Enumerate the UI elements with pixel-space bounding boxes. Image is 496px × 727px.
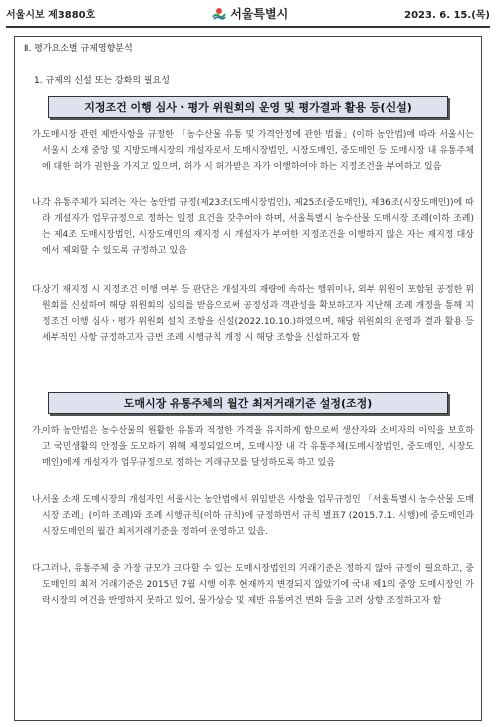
item-marker: 나.	[32, 198, 44, 208]
section-title: Ⅱ. 평가요소별 규제영향분석	[24, 44, 133, 54]
block-heading: 지정조건 이행 심사ㆍ평가 위원회의 운영 및 평가결과 활용 등(신설)	[48, 96, 448, 118]
block-heading: 도매시장 유통주체의 월간 최저거래기준 설정(조정)	[48, 392, 448, 414]
list-item	[32, 195, 474, 259]
city-logo	[211, 5, 288, 22]
item-text: 도매시장 관련 제반사항을 규정한 「농수산물 유통 및 가격안정에 관한 법률」(이하 농안법)에 따라 서울시는 서울시 소재 중앙 및 지방도매시장의 개설자로서 도매시장법인, 시장도매인, 중도매인 등 도매시장 내 유통주체에 대한 허가 권한을 가지고 있으며, 허가 시 허가받은 자가 이행하여야 하는 지정조건을 부여하고 있음	[42, 130, 474, 172]
sub-title: 1. 규제의 신설 또는 강화의 필요성	[34, 76, 170, 86]
gazette-number: 서울시보 제3880호	[6, 9, 96, 21]
city-name: 서울특별시	[230, 6, 289, 21]
item-marker: 다.	[32, 285, 44, 295]
seoul-emblem-icon	[211, 5, 227, 21]
item-text: 그러나, 유통주체 중 가장 규모가 크다할 수 있는 도매시장법인의 거래기준은 정하지 않아 규정이 필요하고, 중도매인의 최저 거래기준은 2015년 7월 시행 이후 현재까지 변경되지 않았기에 국내 제1의 중앙 도매시장인 가락시장의 여건을 반영하지 못하고 있어, 물가상승 및 제반 유통여건 변화 등을 고려 상향 조정하고자 함	[42, 564, 474, 606]
item-text: 상기 재지정 시 지정조건 이행 여부 등 판단은 개설자의 재량에 속하는 행위이나, 외부 위원이 포함된 공정한 위원회를 신설하여 해당 위원회의 심의를 받음으로써 공정성과 객관성을 확보하고자 지난해 조례 개정을 통해 지정조건 이행 심사ㆍ평가 위원회 설치 조항을 신설(2022.10.10.)하였으며, 해당 위원회의 운영과 결과 활용 등 세부적인 사항 규정하고자 금번 조례 시행규칙 개정 시 해당 조항을 신설하고자 함	[42, 285, 474, 343]
item-text: 각 유통주체가 되려는 자는 농안법 규정(제23조(도매시장법인), 제25조(중도매인), 제36조(시장도매인))에 따라 개설자가 업무규정으로 정하는 일정 요건을 갖추어야 하며, 서울특별시 농수산물 도매시장 조례(이하 조례)는 제4조 도매시장법인, 시장도매인의 재지정 시 개설자가 부여한 지정조건을 이행하지 않은 자는 재지정 대상에서 제외할 수 있도록 규정하고 있음	[42, 198, 474, 256]
list-item	[32, 561, 474, 609]
item-marker: 나.	[32, 495, 44, 505]
item-marker: 가.	[32, 130, 44, 140]
page-header	[6, 0, 490, 28]
item-marker: 가.	[32, 426, 44, 436]
item-text: 서울 소재 도매시장의 개설자인 서울시는 농안법에서 위임받은 사항을 업무규정인 「서울특별시 농수산물 도매시장 조례」(이하 조례)와 조례 시행규칙(이하 규칙)에 규정하면서 규칙 별표7 (2015.7.1. 시행)에 중도매인과 시장도매인의 월간 최저거래기준을 정하여 운영하고 있음.	[42, 495, 474, 537]
issue-date: 2023. 6. 15.(목)	[404, 9, 490, 21]
list-item	[32, 423, 474, 471]
list-item	[32, 127, 474, 175]
item-text: 이하 농안법은 농수산물의 원활한 유통과 적정한 가격을 유지하게 함으로써 생산자와 소비자의 이익을 보호하고 국민생활의 안정을 도모하기 위해 제정되었으며, 도매시장 내 각 유통주체(도매시장법인, 중도매인, 시장도매인)에게 개설자가 업무규정으로 정하는 거래규모를 달성하도록 하고 있음	[42, 426, 474, 468]
list-item	[32, 282, 474, 346]
item-marker: 다.	[32, 564, 44, 574]
list-item	[32, 492, 474, 540]
